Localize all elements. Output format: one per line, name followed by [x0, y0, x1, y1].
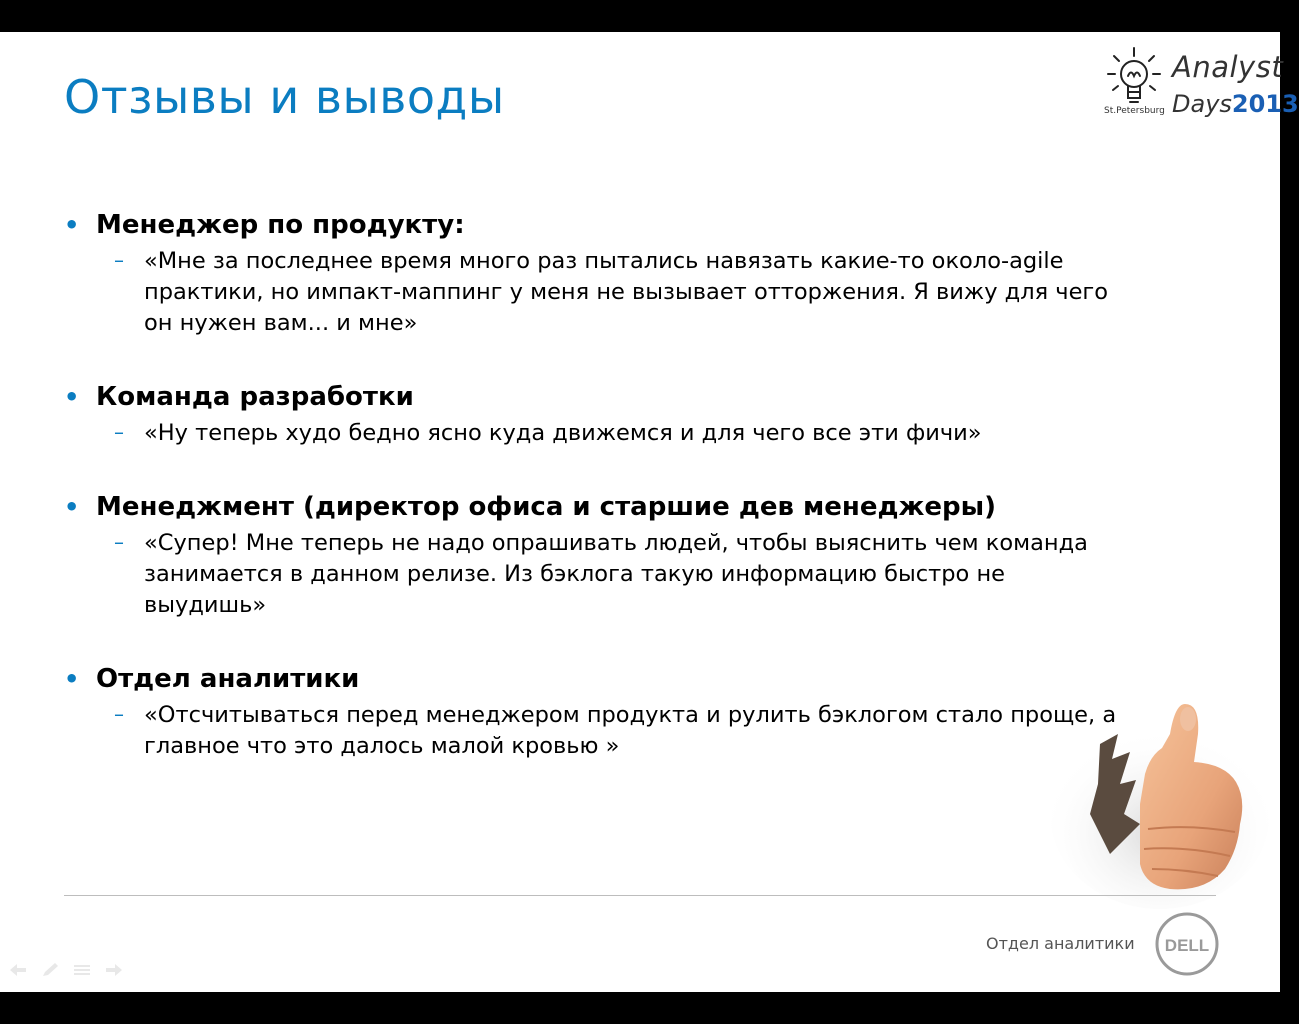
- logo-city: St.Petersburg: [1104, 106, 1165, 116]
- heading-text: Команда разработки: [96, 382, 414, 412]
- arrow-right-icon[interactable]: [104, 962, 124, 978]
- menu-icon[interactable]: [72, 962, 92, 978]
- section-heading: [64, 662, 1124, 696]
- dash-icon: –: [114, 248, 124, 272]
- slideshow-nav: [8, 962, 124, 978]
- logo-days-text: [1172, 90, 1299, 118]
- quote-text: «Отсчитываться перед менеджером продукта и рулить бэклогом стало проще, а главное что это далось малой кровью »: [144, 702, 1117, 759]
- dash-icon: –: [114, 530, 124, 554]
- section-heading: [64, 380, 1124, 414]
- bottom-letterbox: [0, 992, 1280, 1024]
- thumbs-up-image: [1040, 664, 1270, 914]
- feedback-item-management: [64, 490, 1124, 621]
- slide: [0, 32, 1299, 992]
- lightbulb-icon: [1100, 46, 1166, 110]
- dell-logo-text: DELL: [1164, 936, 1210, 955]
- pen-icon[interactable]: [40, 962, 60, 978]
- section-heading: [64, 208, 1124, 242]
- quote-text: «Мне за последнее время много раз пытались навязать какие-то около-agile практики, но импакт-маппинг у меня не вызывает отторжения. Я вижу для чего он нужен вам... и мне»: [144, 248, 1109, 336]
- bullet-icon: •: [64, 383, 80, 411]
- feedback-list: [64, 208, 1124, 762]
- dash-icon: –: [114, 420, 124, 444]
- dash-icon: –: [114, 702, 124, 726]
- arrow-left-icon[interactable]: [8, 962, 28, 978]
- section-heading: [64, 490, 1124, 524]
- analyst-days-logo: [1098, 46, 1299, 128]
- footer-department: Отдел аналитики: [986, 934, 1135, 953]
- top-letterbox: [0, 0, 1280, 32]
- section-quote: [64, 528, 1124, 621]
- dell-logo: [1154, 911, 1220, 977]
- feedback-item-dev-team: [64, 380, 1124, 449]
- quote-text: «Супер! Мне теперь не надо опрашивать людей, чтобы выяснить чем команда занимается в данном релизе. Из бэклога такую информацию быстро не выудишь»: [144, 530, 1088, 618]
- bullet-icon: •: [64, 665, 80, 693]
- section-quote: [64, 246, 1124, 339]
- footer-divider: [64, 895, 1216, 896]
- heading-text: Отдел аналитики: [96, 664, 360, 694]
- bullet-icon: •: [64, 493, 80, 521]
- page-title: Отзывы и выводы: [64, 70, 505, 124]
- logo-days-word: Days: [1172, 90, 1232, 118]
- section-quote: [64, 418, 1124, 449]
- logo-year: 2013: [1231, 90, 1299, 118]
- section-quote: [64, 700, 1124, 762]
- bullet-icon: •: [64, 211, 80, 239]
- feedback-item-product-manager: [64, 208, 1124, 339]
- heading-text: Менеджер по продукту:: [96, 210, 465, 240]
- heading-text: Менеджмент (директор офиса и старшие дев менеджеры): [96, 492, 996, 522]
- feedback-item-analytics: [64, 662, 1124, 762]
- quote-text: «Ну теперь худо бедно ясно куда движемся и для чего все эти фичи»: [144, 420, 982, 446]
- logo-analyst-text: Analyst: [1172, 50, 1284, 84]
